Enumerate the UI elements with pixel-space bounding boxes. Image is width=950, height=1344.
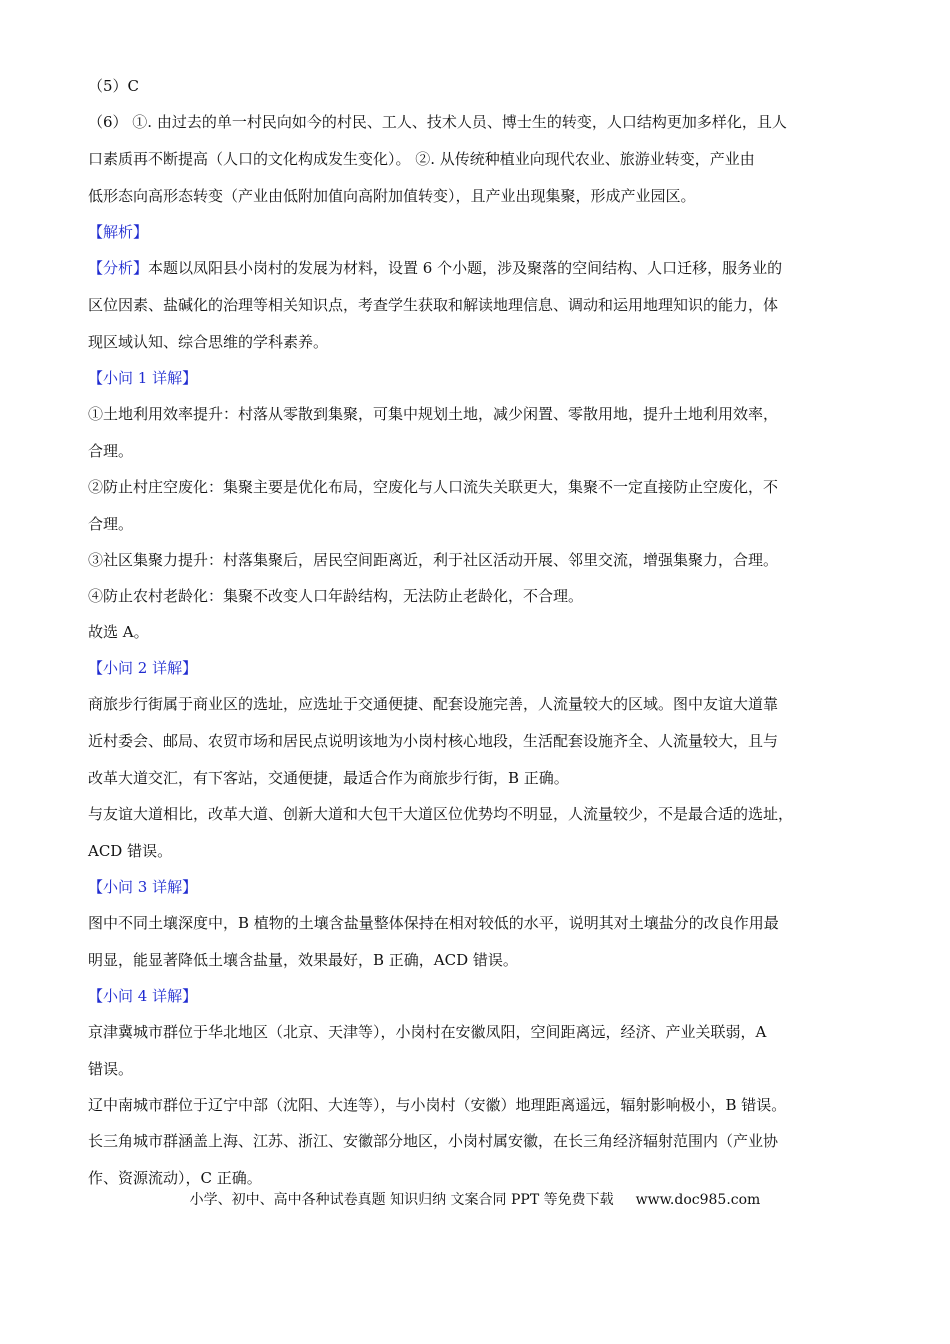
- q4-para-3-line-2: 作、资源流动），C 正确。: [88, 1169, 262, 1187]
- analysis-line-1: [88, 259, 868, 278]
- footer-url[interactable]: www.doc985.com: [635, 1192, 761, 1208]
- jiexi-heading: 【解析】: [88, 223, 149, 241]
- q1-point-4: ④防止农村老龄化：集聚不改变人口年龄结构，无法防止老龄化，不合理。: [88, 587, 584, 605]
- q2-heading: 【小问 2 详解】: [88, 659, 198, 677]
- q1-point-1-line-2: 合理。: [88, 442, 134, 460]
- q1-heading: 【小问 1 详解】: [88, 369, 198, 387]
- analysis-label: 【分析】: [88, 259, 149, 277]
- q3-heading: 【小问 3 详解】: [88, 878, 198, 896]
- analysis-line-3: 现区域认知、综合思维的学科素养。: [88, 333, 329, 351]
- analysis-text-1: 本题以凤阳县小岗村的发展为材料，设置 6 个小题，涉及聚落的空间结构、人口迁移，服务业的: [148, 259, 783, 277]
- answer-5: （5）C: [88, 77, 140, 95]
- q4-heading: 【小问 4 详解】: [88, 987, 198, 1005]
- q1-conclusion: 故选 A。: [88, 623, 149, 641]
- answer-6-line-3: 低形态向高形态转变（产业由低附加值向高附加值转变），且产业出现集聚，形成产业园区。: [88, 187, 696, 205]
- q4-para-2: 辽中南城市群位于辽宁中部（沈阳、大连等），与小岗村（安徽）地理距离遥远，辐射影响极小，B 错误。: [88, 1096, 787, 1114]
- answer-6-line-1: （6） ①. 由过去的单一村民向如今的村民、工人、技术人员、博士生的转变，人口结构更加多样化，且人: [88, 113, 787, 131]
- q2-para-1-line-2: 近村委会、邮局、农贸市场和居民点说明该地为小岗村核心地段，生活配套设施齐全、人流量较大，且与: [88, 732, 779, 750]
- footer-text: 小学、初中、高中各种试卷真题 知识归纳 文案合同 PPT 等免费下载: [189, 1192, 614, 1208]
- q4-para-1-line-1: 京津冀城市群位于华北地区（北京、天津等），小岗村在安徽凤阳，空间距离远，经济、产业关联弱，A: [88, 1023, 767, 1041]
- q3-para-1-line-1: 图中不同土壤深度中，B 植物的土壤含盐量整体保持在相对较低的水平，说明其对土壤盐分的改良作用最: [88, 914, 779, 932]
- q2-para-2-line-2: ACD 错误。: [88, 842, 173, 860]
- q1-point-2-line-1: ②防止村庄空废化：集聚主要是优化布局，空废化与人口流失关联更大，集聚不一定直接防止空废化，不: [88, 478, 779, 496]
- answer-6-line-2: 口素质再不断提高（人口的文化构成发生变化）。 ②. 从传统种植业向现代农业、旅游业转变，产业由: [88, 150, 755, 168]
- page-content: [88, 77, 868, 1188]
- q1-point-3: ③社区集聚力提升：村落集聚后，居民空间距离近，利于社区活动开展、邻里交流，增强集聚力，合理。: [88, 551, 779, 569]
- q1-point-1-line-1: ①土地利用效率提升：村落从零散到集聚，可集中规划土地，减少闲置、零散用地，提升土地利用效率，: [88, 405, 779, 423]
- q2-para-1-line-1: 商旅步行街属于商业区的选址，应选址于交通便捷、配套设施完善，人流量较大的区域。图中友谊大道靠: [88, 695, 779, 713]
- q4-para-3-line-1: 长三角城市群涵盖上海、江苏、浙江、安徽部分地区，小岗村属安徽，在长三角经济辐射范围内（产业协: [88, 1132, 779, 1150]
- q2-para-2-line-1: 与友谊大道相比，改革大道、创新大道和大包干大道区位优势均不明显，人流量较少，不是最合适的选址，: [88, 805, 794, 823]
- q2-para-1-line-3: 改革大道交汇，有下客站，交通便捷，最适合作为商旅步行街，B 正确。: [88, 769, 569, 787]
- q4-para-1-line-2: 错误。: [88, 1060, 134, 1078]
- q1-point-2-line-2: 合理。: [88, 515, 134, 533]
- analysis-line-2: 区位因素、盐碱化的治理等相关知识点，考查学生获取和解读地理信息、调动和运用地理知识的能力，体: [88, 296, 779, 314]
- q3-para-1-line-2: 明显，能显著降低土壤含盐量，效果最好，B 正确，ACD 错误。: [88, 951, 518, 969]
- page-footer: [0, 1191, 950, 1209]
